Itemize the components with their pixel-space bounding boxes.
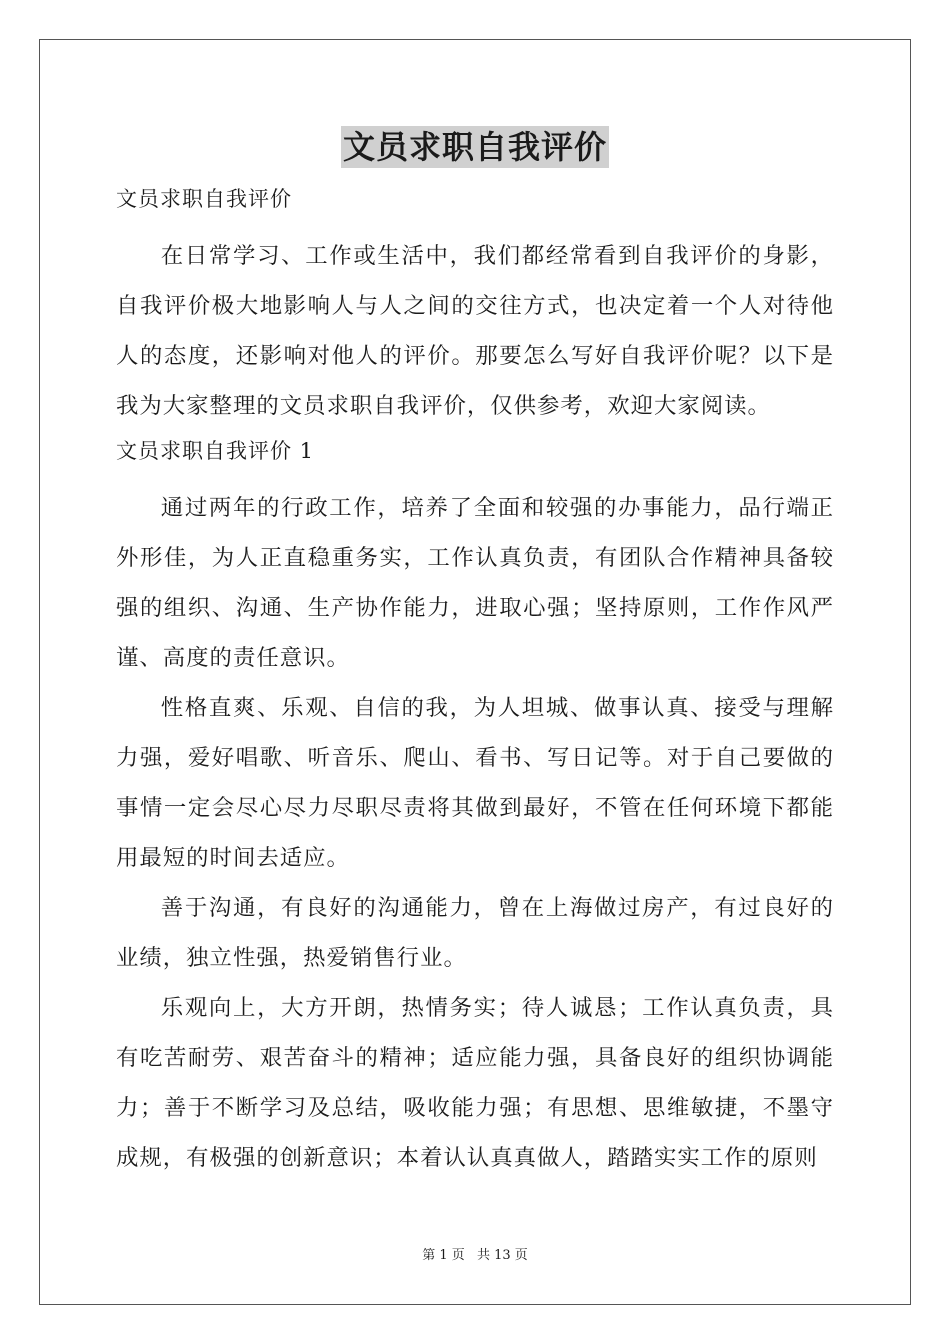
page-number: 第 1 页 [422, 1248, 465, 1263]
intro-paragraph: 在日常学习、工作或生活中，我们都经常看到自我评价的身影，自我评价极大地影响人与人之间的交往方式，也决定着一个人对待他人的态度，还影响对他人的评价。那要怎么写好自我评价呢？以下是我为大家整理的文员求职自我评价，仅供参考，欢迎大家阅读。 [116, 243, 834, 419]
body-paragraph: 通过两年的行政工作，培养了全面和较强的办事能力，品行端正外形佳，为人正直稳重务实，工作认真负责，有团队合作精神具备较强的组织、沟通、生产协作能力，进取心强；坚持原则，工作作风严谨、高度的责任意识。 [116, 495, 834, 671]
document-title: 文员求职自我评价 [342, 128, 607, 166]
body-paragraph: 乐观向上，大方开朗，热情务实；待人诚恳；工作认真负责，具有吃苦耐劳、艰苦奋斗的精神；适应能力强，具备良好的组织协调能力；善于不断学习及总结，吸收能力强；有思想、思维敏捷，不墨守成规，有极强的创新意识；本着认认真真做人，踏踏实实工作的原则 [116, 995, 834, 1171]
section-heading-1: 文员求职自我评价 1 [116, 439, 315, 463]
page-footer [0, 1247, 950, 1265]
document-body [116, 181, 834, 1183]
body-paragraph: 善于沟通，有良好的沟通能力，曾在上海做过房产，有过良好的业绩，独立性强，热爱销售行业。 [116, 895, 834, 971]
page-total: 共 13 页 [476, 1248, 528, 1263]
section-heading: 文员求职自我评价 [116, 187, 292, 211]
title-container [0, 126, 950, 168]
body-paragraph: 性格直爽、乐观、自信的我，为人坦城、做事认真、接受与理解力强，爱好唱歌、听音乐、爬山、看书、写日记等。对于自己要做的事情一定会尽心尽力尽职尽责将其做到最好，不管在任何环境下都能用最短的时间去适应。 [116, 695, 834, 871]
